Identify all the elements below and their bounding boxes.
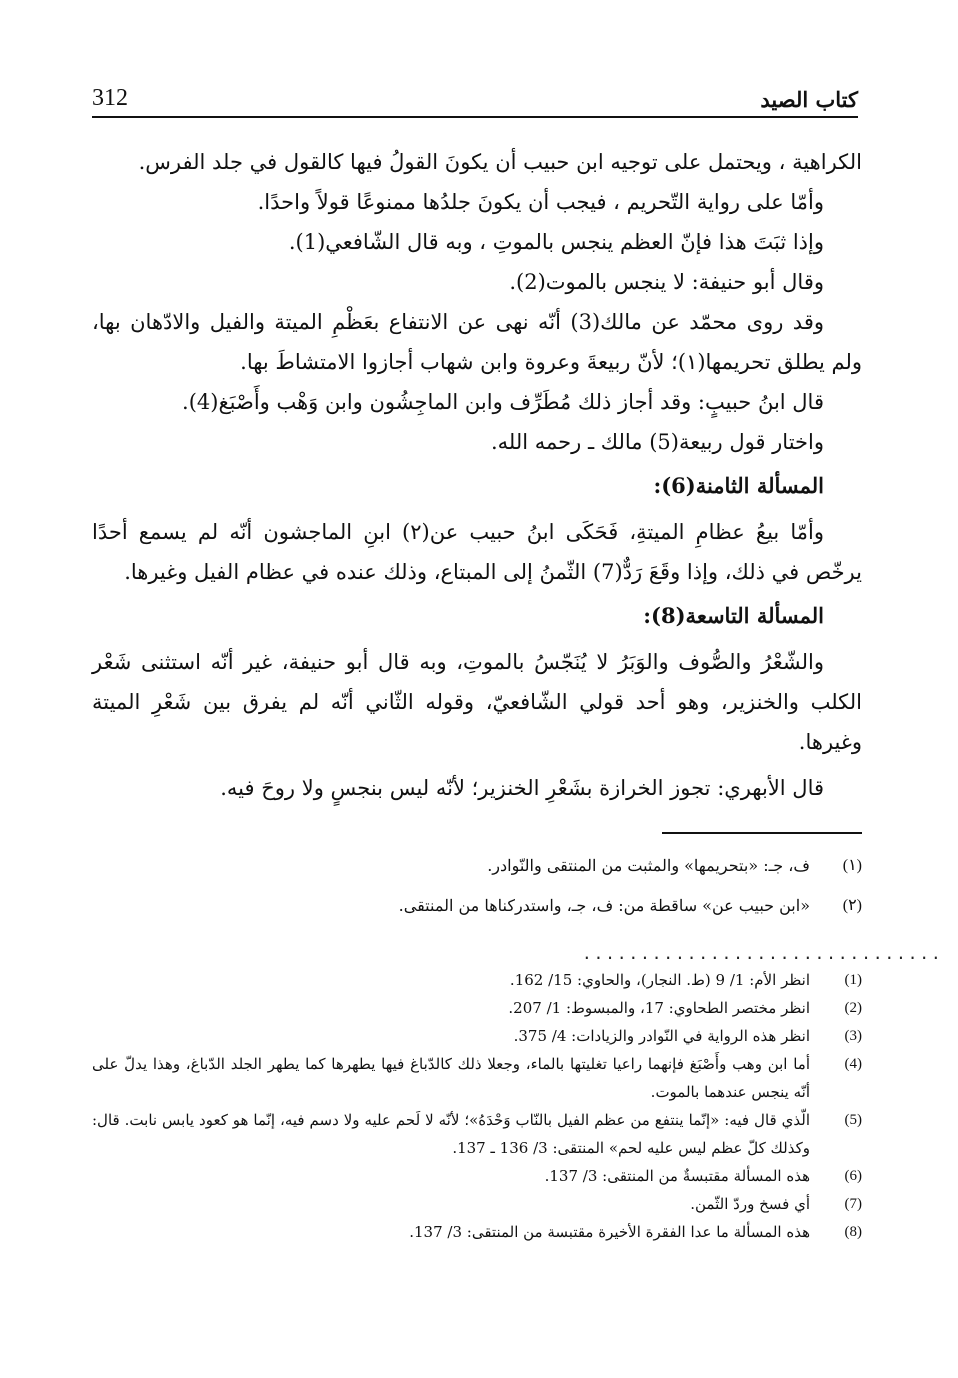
paragraph: والشّعْرُ والصُّوف والوَبَرُ لا يُنَجّسُ بالموتِ، وبه قال أبو حنيفة، غير أنّه استثنى شَعْر الكلب والخنزير، وهو أحد قولي الشّافعيّ، وقوله الثّاني أنّه لم يفرق بين شَعْرِ الميتة وغيرها. (92, 650, 862, 754)
footnote-number: (2) (844, 1000, 862, 1016)
footnote-number: (١) (842, 857, 862, 874)
footnote-text: الّذي قال فيه: «إنّما ينتفع من عظم الفيل بالنّاب وَحْدَهُ»؛ لأنّه لا لَحم عليه ولا دسم فيه، إنّما هو كعود يابس نابت. قال: وكذلك كلّ عظم ليس عليه لحم» المنتقى: 3/ 136 ـ 137. (92, 1111, 810, 1157)
footnote (92, 1106, 862, 1162)
editor-footnotes (120, 846, 862, 926)
paragraph: وإذا ثبَتَ هذا فإنّ العظم ينجس بالموتِ ، وبه قال الشّافعي(1). (288, 230, 824, 254)
footnote-text: انظر مختصر الطحاوي: 17، والمبسوط: 1/ 207. (508, 999, 810, 1017)
main-text (92, 142, 862, 808)
footnote-text: هذه المسألة ما عدا الفقرة الأخيرة مقتبسة من المنتقى: 3/ 137. (409, 1223, 810, 1241)
paragraph: واختار قول ربيعة(5) مالك ـ رحمه الله. (490, 430, 824, 454)
source-footnotes (92, 966, 862, 1246)
footnote-number: (5) (844, 1112, 862, 1128)
footnote-number: (6) (844, 1168, 862, 1184)
paragraph: قال ابنُ حبيبٍ: وقد أجاز ذلك مُطَرِّف وابن الماجِشُون وابن وَهْب وأَصْبَغ(4). (182, 390, 824, 414)
footnote (92, 1050, 862, 1106)
footnote-text: أي فسخ وردّ الثّمن. (690, 1195, 810, 1213)
footnote-text: انظر الأم: 1/ 9 (ط. النجار)، والحاوي: 15/ 162. (509, 971, 810, 989)
footnote-text: هذه المسألة مقتبسةٌ من المنتقى: 3/ 137. (544, 1167, 810, 1185)
section-heading: المسألة التاسعة(8): (643, 603, 824, 628)
footnote-number: (3) (844, 1028, 862, 1044)
footnote (92, 966, 862, 994)
paragraph: وأمّا على رواية التّحريم ، فيجب أن يكونَ جلدُها ممنوعًا قولاً واحدًا. (257, 190, 824, 214)
paragraph: قال الأبهري: تجوز الخرازة بشَعْرِ الخنزير؛ لأنّه ليس بنجسٍ ولا روحَ فيه. (220, 776, 824, 800)
paragraph: وقال أبو حنيفة: لا ينجس بالموت(2). (509, 270, 824, 294)
paragraph: وأمّا بيعُ عظامِ الميتةِ، فَحَكَى ابنُ حبيب عن(٢) ابنِ الماجشون أنّه لم يسمع أحدًا يرخّص في ذلك، وإذا وقَعَ رَدٌّ(7) الثّمنُ إلى المبتاع، وذلك عنده في عظام الفيل وغيرها. (92, 520, 862, 584)
footnote (92, 994, 862, 1022)
footnote (120, 846, 862, 886)
footnote-number: (8) (844, 1224, 862, 1240)
footnote-number: (4) (844, 1056, 862, 1072)
footnote-text: «ابن حبيب عن» ساقطة من: ف، جـ، واستدركناها من المنتقى. (398, 896, 810, 915)
footnote (120, 886, 862, 926)
footnote-number: (1) (844, 972, 862, 988)
footnote (92, 1190, 862, 1218)
footnote-separator: ............................... (582, 944, 943, 963)
paragraph: الكراهية ، ويحتمل على توجيه ابن حبيب أن يكونَ القولُ فيها كالقول في جلد الفرس. (138, 150, 862, 174)
footnote-text: ف، جـ: «بتحريمها» والمثبت من المنتقى والنّوادر. (487, 856, 810, 875)
footnote-number: (7) (844, 1196, 862, 1212)
footnote-text: انظر هذه الرواية في النّوادر والزيادات: 4/ 375. (513, 1027, 810, 1045)
running-header (92, 78, 858, 118)
footnote-text: أما ابن وهب وأَصْبَغ فإنهما راعيا تغليتها بالماء، وجعلا ذلك كالدّباغ فيها يطهرها كما يطهر الجلد الدّباغ، وهذا يدلّ على أنّه ينجس عندهما بالموت. (92, 1055, 810, 1101)
footnote-number: (٢) (842, 897, 862, 914)
footnote (92, 1022, 862, 1050)
paragraph: وقد روى محمّد عن مالك(3) أنّه نهى عن الانتفاع بعَظْمِ الميتة والفيل والادّهان بها، ولم يطلق تحريمها(١)؛ لأنّ ربيعةَ وعروة وابن شهاب أجازوا الامتشاطَ بها. (92, 310, 862, 374)
footnote-rule (662, 832, 862, 834)
section-heading: المسألة الثامنة(6): (653, 473, 824, 498)
page-number: 312 (92, 85, 128, 111)
chapter-title: كتاب الصيد (760, 87, 858, 112)
footnote (92, 1218, 862, 1246)
footnote (92, 1162, 862, 1190)
